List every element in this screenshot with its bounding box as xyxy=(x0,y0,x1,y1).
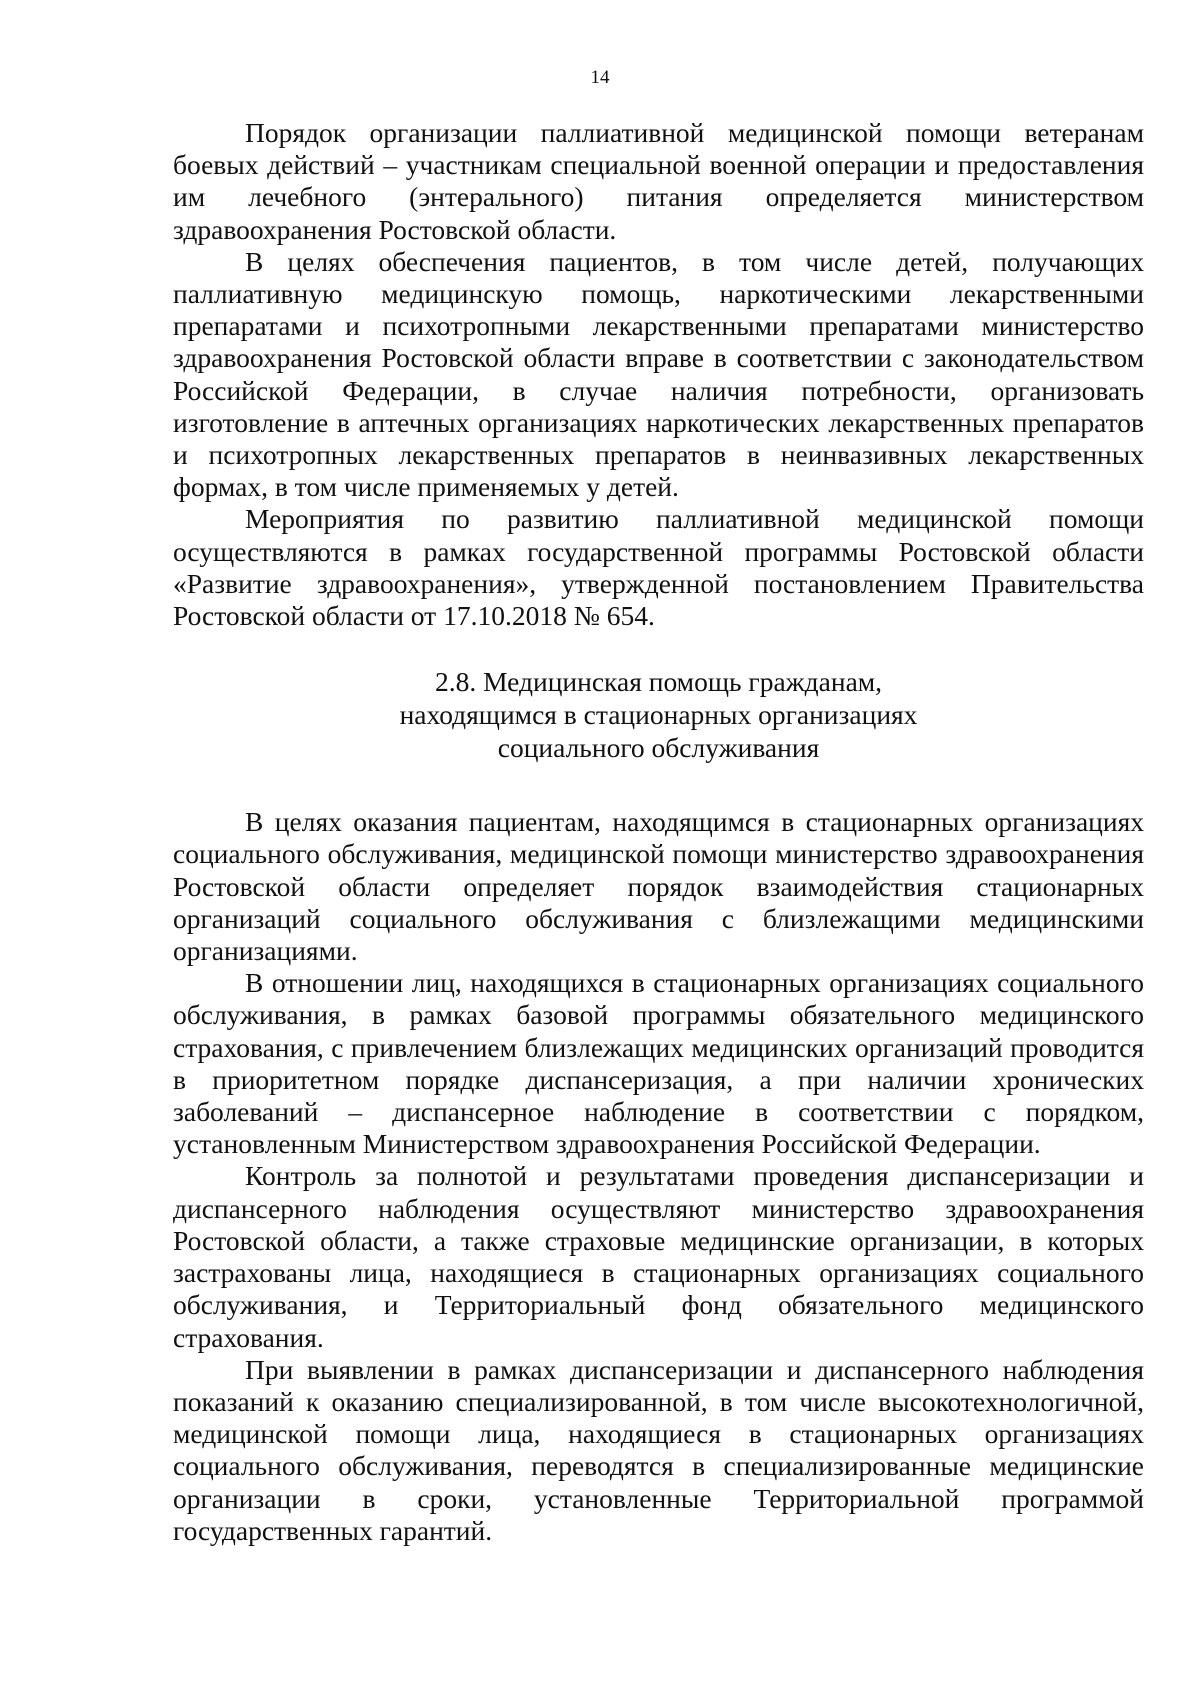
section-heading-line-1: 2.8. Медицинская помощь гражданам, xyxy=(434,666,883,698)
section-heading xyxy=(173,665,1144,764)
paragraph-interaction-order: В целях оказания пациентам, находящимся в стационарных организациях социального обслуживания, медицинской помощи министерство здравоохранения Ростовской области определяет порядок взаимодействия стационарных организаций социального обслуживания с близлежащими медицинскими организациями. xyxy=(173,806,1144,967)
section-heading-line-2: находящимся в стационарных организациях xyxy=(399,699,918,731)
paragraph-dispensarization: В отношении лиц, находящихся в стационарных организациях социального обслуживания, в рамках базовой программы обязательного медицинского страхования, с привлечением близлежащих медицинских организаций проводится в приоритетном порядке диспансеризация, а при наличии хронических заболеваний – диспансерное наблюдение в соответствии с порядком, установленным Министерством здравоохранения Российской Федерации. xyxy=(173,967,1144,1160)
paragraph-control: Контроль за полнотой и результатами проведения диспансеризации и диспансерного наблюдения осуществляют министерство здравоохранения Ростовской области, а также страховые медицинские организации, в которых застрахованы лица, находящиеся в стационарных организациях социального обслуживания, и Территориальный фонд обязательного медицинского страхования. xyxy=(173,1160,1144,1353)
page-number: 14 xyxy=(590,67,610,88)
document-body xyxy=(173,117,1144,1547)
section-heading-line-3: социального обслуживания xyxy=(497,732,820,764)
paragraph-state-program: Мероприятия по развитию паллиативной медицинской помощи осуществляются в рамках государственной программы Ростовской области «Развитие здравоохранения», утвержденной постановлением Правительства Ростовской области от 17.10.2018 № 654. xyxy=(173,503,1144,632)
paragraph-narcotic-drugs: В целях обеспечения пациентов, в том числе детей, получающих паллиативную медицинскую помощь, наркотическими лекарственными препаратами и психотропными лекарственными препаратами министерство здравоохранения Ростовской области вправе в соответствии с законодательством Российской Федерации, в случае наличия потребности, организовать изготовление в аптечных организациях наркотических лекарственных препаратов и психотропных лекарственных препаратов в неинвазивных лекарственных формах, в том числе применяемых у детей. xyxy=(173,245,1144,503)
paragraph-palliative-veterans: Порядок организации паллиативной медицинской помощи ветеранам боевых действий – участникам специальной военной операции и предоставления им лечебного (энтерального) питания определяется министерством здравоохранения Ростовской области. xyxy=(173,117,1144,245)
paragraph-specialized-care: При выявлении в рамках диспансеризации и диспансерного наблюдения показаний к оказанию специализированной, в том числе высокотехнологичной, медицинской помощи лица, находящиеся в стационарных организациях социального обслуживания, переводятся в специализированные медицинские организации в сроки, установленные Территориальной программой государственных гарантий. xyxy=(173,1353,1144,1546)
